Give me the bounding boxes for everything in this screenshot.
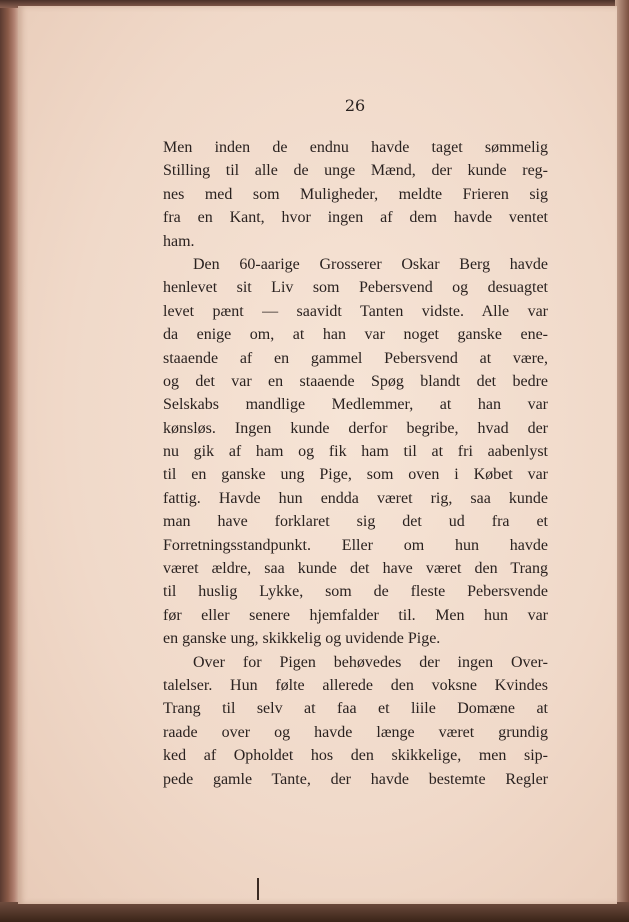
book-binding-bottom bbox=[0, 902, 629, 922]
text-line: Den 60-aarige Grosserer Oskar Berg havde bbox=[193, 255, 548, 273]
text-line: ham. bbox=[163, 232, 195, 250]
text-line: en ganske ung, skikkelig og uvidende Pige. bbox=[163, 630, 441, 648]
text-line: Selskabs mandlige Medlemmer, at han var bbox=[163, 396, 548, 414]
text-line: staaende af en gammel Pebersvend at være, bbox=[163, 349, 548, 367]
book-binding-left bbox=[0, 0, 20, 922]
body-text bbox=[163, 136, 548, 791]
text-line: Men inden de endnu havde taget sømmelig bbox=[163, 139, 548, 156]
text-line: og det var en staaende Spøg blandt det bedre bbox=[163, 372, 548, 390]
text-line: da enige om, at han var noget ganske ene- bbox=[163, 326, 548, 344]
text-line: nu gik af ham og fik ham til at fri aabenlyst bbox=[163, 443, 548, 461]
text-line: henlevet sit Liv som Pebersvend og desuagtet bbox=[163, 279, 548, 297]
text-line: fattig. Havde hun endda været rig, saa kunde bbox=[163, 489, 548, 507]
text-line: Stilling til alle de unge Mænd, der kunde reg- bbox=[163, 162, 548, 180]
text-line: været ældre, saa kunde det have været den Trang bbox=[163, 560, 548, 578]
text-line: Over for Pigen behøvedes der ingen Over- bbox=[193, 653, 548, 671]
text-line: til en ganske ung Pige, som oven i Købet var bbox=[163, 466, 548, 484]
text-line: til huslig Lykke, som de fleste Pebersvende bbox=[163, 583, 548, 601]
page-gutter-mark bbox=[257, 878, 259, 900]
text-line: før eller senere hjemfalder til. Men hun var bbox=[163, 606, 548, 624]
text-line: man have forklaret sig det ud fra et bbox=[163, 513, 548, 531]
text-line: Trang til selv at faa et liile Domæne at bbox=[163, 700, 548, 718]
page-number: 26 bbox=[344, 96, 366, 115]
text-line: Forretningsstandpunkt. Eller om hun havde bbox=[163, 536, 548, 554]
text-line: raade over og havde længe været grundig bbox=[163, 723, 548, 741]
text-line: pede gamle Tante, der havde bestemte Regler bbox=[163, 770, 548, 788]
text-line: ked af Opholdet hos den skikkelige, men sip- bbox=[163, 747, 548, 765]
book-binding-right bbox=[615, 0, 629, 922]
text-line: fra en Kant, hvor ingen af dem havde ventet bbox=[163, 209, 548, 227]
text-line: talelser. Hun følte allerede den voksne Kvindes bbox=[163, 676, 548, 694]
text-line: kønsløs. Ingen kunde derfor begribe, hvad der bbox=[163, 419, 548, 437]
text-line: levet pænt — saavidt Tanten vidste. Alle var bbox=[163, 302, 548, 320]
text-line: nes med som Muligheder, meldte Frieren sig bbox=[163, 185, 548, 203]
